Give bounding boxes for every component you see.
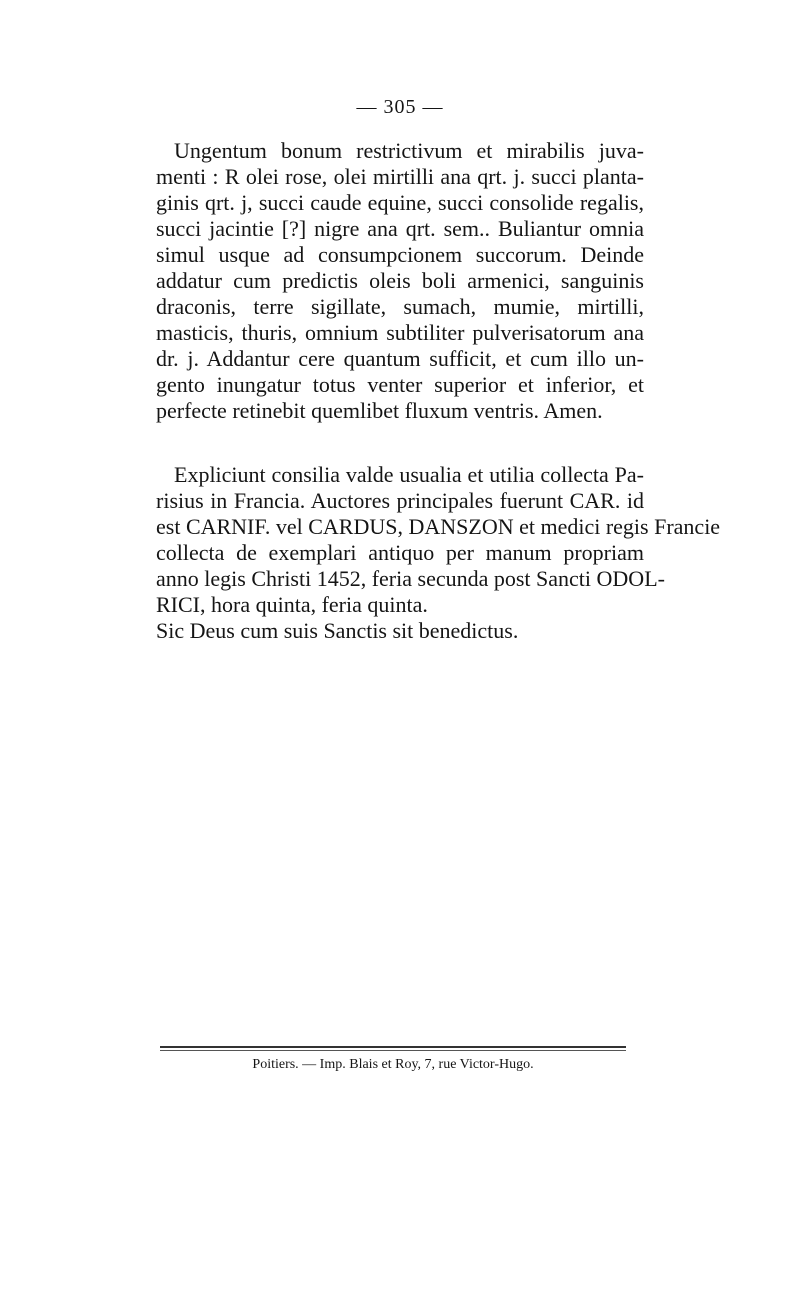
text-line: succi jacintie [?] nigre ana qrt. sem.. Buliantur omnia [156, 216, 644, 241]
footer-rule [160, 1046, 626, 1048]
text-line: menti : R olei rose, olei mirtilli ana qrt. j. succi planta- [156, 164, 644, 189]
text-line: dr. j. Addantur cere quantum sufficit, et cum illo un- [156, 346, 644, 371]
footer-rule-thin [160, 1050, 626, 1051]
text-line: gento inungatur totus venter superior et inferior, et [156, 372, 644, 397]
paragraph-recipe [156, 138, 644, 424]
text-line: simul usque ad consumpcionem succorum. Deinde [156, 242, 644, 267]
text-line: Ungentum bonum restrictivum et mirabilis juva- [174, 138, 644, 163]
text-line: Expliciunt consilia valde usualia et utilia collecta Pa- [174, 462, 644, 487]
text-line: RICI, hora quinta, feria quinta. [156, 592, 428, 617]
text-line: draconis, terre sigillate, sumach, mumie, mirtilli, [156, 294, 644, 319]
text-line: Sic Deus cum suis Sanctis sit benedictus. [156, 618, 519, 643]
paragraph-explicit [156, 462, 721, 644]
text-line: addatur cum predictis oleis boli armenici, sanguinis [156, 268, 644, 293]
text-line: ginis qrt. j, succi caude equine, succi consolide regalis, [156, 190, 644, 215]
printer-imprint: Poitiers. — Imp. Blais et Roy, 7, rue Victor-Hugo. [252, 1057, 534, 1072]
text-line: collecta de exemplari antiquo per manum propriam [156, 540, 644, 565]
text-line: perfecte retinebit quemlibet fluxum ventris. Amen. [156, 398, 603, 423]
text-line: anno legis Christi 1452, feria secunda post Sancti ODOL- [156, 566, 665, 591]
text-line: risius in Francia. Auctores principales fuerunt CAR. id [156, 488, 644, 513]
page-number: — 305 — [356, 96, 444, 118]
text-line: est CARNIF. vel CARDUS, DANSZON et medici regis Francie [156, 514, 721, 539]
text-line: masticis, thuris, omnium subtiliter pulverisatorum ana [156, 320, 644, 345]
